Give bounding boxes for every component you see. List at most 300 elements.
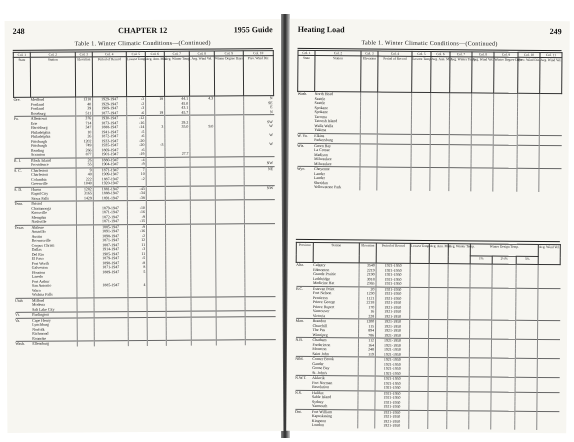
cell-period: 1909-1947 [93, 172, 127, 177]
running-title: Heating Load [297, 24, 345, 35]
cell-el [77, 341, 94, 346]
cell-empty [447, 424, 469, 429]
cell-c5: -19 [127, 152, 146, 157]
cell-c5: -6 [127, 134, 146, 139]
cell-station: Waco [31, 288, 41, 293]
cell-station: Pittsburgh [30, 139, 47, 144]
cell-station: Saint John [312, 351, 329, 356]
cell-period: 1921-1950 [375, 419, 409, 424]
cell-period: 1921-1950 [375, 391, 409, 396]
column-label: Period of Record [92, 57, 126, 97]
cell-station: Elkins [314, 133, 360, 138]
cell-period: 1921-1950 [376, 282, 410, 287]
page-number: 249 [549, 27, 562, 37]
cell-station: Yellowstone Park [313, 185, 342, 190]
cell-period: 1881-1947 [93, 186, 127, 191]
cell-station: Abilene [31, 224, 76, 229]
cell-el: 1318 [76, 97, 93, 102]
cell-station: Calgary [313, 262, 359, 267]
cell-period: 1921-1950 [375, 371, 409, 376]
cell-state: Utah [15, 298, 32, 303]
cell-c5: -14 [127, 125, 146, 130]
table-row [295, 423, 559, 430]
cell-station: Prince Rupert [312, 304, 335, 309]
cell-period: 1921-1950 [376, 314, 410, 319]
cell-station: Lynchburg [32, 322, 49, 327]
cell-station: The Pas [312, 327, 326, 333]
cell-station: Spokane [314, 110, 328, 115]
cell-el: 2218 [359, 300, 376, 305]
cell-el: 10 [76, 130, 93, 135]
cell-c7 [449, 186, 471, 191]
cell-el: 20 [359, 286, 376, 291]
column-label: Avg. Ann. Min. [145, 56, 164, 96]
cell-period: 1921-1950 [376, 301, 410, 306]
cell-empty [491, 425, 515, 430]
cell-station: Portland [30, 106, 44, 111]
cell-state: R. I. [14, 158, 31, 163]
column-label: Prev. Wind Dir. [518, 57, 540, 93]
cell-period: 1921-1950 [375, 376, 409, 381]
cell-station: Salt Lake City [32, 307, 55, 312]
running-title: 1955 Guide [233, 25, 273, 35]
cell-prov [295, 423, 312, 428]
column-number: Col. 6 [145, 51, 164, 56]
cell-period: 1905-1947 [94, 252, 128, 257]
cell-station: Milwaukee [314, 161, 332, 166]
cell-period: 1935-1947 [93, 143, 127, 148]
cell-station: Portland [30, 102, 44, 107]
cell-c5: -2 [127, 176, 146, 181]
cell-empty [428, 424, 447, 429]
cell-station: Gander [312, 361, 324, 366]
cell-period: 1921-1950 [376, 329, 410, 334]
cell-station: Fredericton [312, 342, 331, 347]
cell-el: 170 [359, 305, 376, 310]
column-number: Col. 1 [298, 50, 315, 55]
cell-c7: 44.1 [165, 96, 190, 101]
column-label: Avg. Ann. Min. [431, 57, 450, 93]
cell-c10: NW [244, 161, 274, 166]
cell-station: Yarmouth [311, 403, 328, 409]
cell-period: 1921-1950 [375, 343, 409, 348]
cell-period: 1921-1950 [375, 357, 409, 362]
cell-period: 1871-1947 [93, 210, 127, 215]
cell-station: Fort Norman [312, 380, 333, 385]
cell-el [360, 185, 377, 190]
cell-station: Modena [32, 302, 45, 307]
column-number: Col. 5 [126, 51, 145, 56]
cell-period: 1933-1947 [93, 139, 127, 144]
design-temp-subheader: 1% [470, 256, 492, 264]
cell-station: Burlington [32, 312, 77, 318]
column-number: Col. 8 [189, 51, 214, 56]
cell-period: 1885-1947 [94, 283, 128, 288]
cell-station: Walla Walla [314, 123, 334, 128]
cell-station: Laredo [31, 274, 43, 279]
cell-station: Block Island [31, 157, 76, 162]
cell-el: 39 [76, 106, 93, 111]
cell-station: Tatoosh Island [314, 119, 338, 124]
cell-station: Goose Bay [312, 365, 330, 371]
cell-el: 40 [76, 172, 93, 177]
column-number: Col. 9 [214, 51, 243, 56]
cell-el: 16 [359, 309, 376, 314]
cell-station: Greenville [31, 181, 48, 186]
cell-c5: 7 [127, 167, 146, 172]
column-label: Station [315, 56, 361, 92]
cell-period [377, 186, 411, 191]
cell-c5: 4 [128, 283, 147, 288]
cell-state: Wash. [298, 91, 315, 96]
cell-c6: -3 [146, 143, 165, 148]
cell-station: Fort Nelson [312, 290, 332, 296]
cell-c5: -8 [128, 260, 147, 265]
cell-el: 894 [359, 328, 376, 333]
cell-station: Penticton [312, 295, 328, 300]
cell-station: North Head [315, 92, 361, 97]
design-temp-header: Winter Design Temp. [470, 244, 538, 257]
cell-el: 2219 [359, 268, 376, 273]
left-page [5, 19, 284, 433]
cell-period: 1921-1950 [375, 405, 409, 410]
cell-state: S. D. [14, 187, 31, 192]
cell-period: 1909-1947 [93, 106, 127, 111]
cell-c8 [471, 186, 493, 191]
cell-station: Victoria [312, 313, 326, 318]
column-number: Col. 10 [518, 52, 540, 57]
cell-station: Aklavik [312, 375, 358, 380]
cell-period [94, 341, 128, 346]
cell-el: 119 [358, 352, 375, 357]
cell-period: 1891-1947 [93, 196, 127, 201]
cell-c5: 8 [128, 265, 147, 270]
cell-period: 1888-1947 [93, 125, 127, 130]
cell-c10: NW [244, 185, 274, 190]
cell-c5: -4 [127, 157, 146, 162]
cell-period: 1921-1950 [375, 362, 409, 367]
cell-c5: -9 [127, 162, 146, 167]
cell-period: 1904-1947 [93, 162, 127, 167]
cell-period: 1921-1950 [376, 263, 410, 268]
column-number: Col. 7 [450, 52, 472, 57]
column-label: Avg. Wind Vel. [472, 57, 494, 93]
cell-station: Charleston [31, 167, 76, 172]
cell-el: 228 [359, 314, 376, 319]
cell-el: 714 [76, 121, 93, 126]
cell-period: 1921-1950 [375, 424, 409, 429]
cell-period: 1898-1947 [94, 234, 128, 239]
cell-c5: 11 [128, 251, 147, 256]
cell-station: Milwaukee [314, 157, 332, 162]
cell-c7 [166, 340, 191, 345]
column-number: Col. 3 [75, 52, 92, 57]
cell-c8: 9.0 [190, 125, 215, 130]
cell-c5: -16 [128, 229, 147, 234]
cell-el: 749 [76, 143, 93, 148]
cell-el: 511 [76, 111, 93, 116]
cell-station: Port Arthur [31, 279, 50, 284]
cell-station: Lethbridge [313, 276, 331, 281]
cell-c6: 18 [146, 96, 165, 101]
cell-c5: -6 [127, 147, 146, 152]
cell-station: Kapuskasing [311, 413, 332, 419]
cell-period: 1920-1947 [93, 181, 127, 186]
cell-el: 266 [76, 148, 93, 153]
cell-c9 [493, 187, 517, 192]
cell-empty [539, 187, 561, 192]
cell-station: Sioux Falls [31, 196, 49, 201]
column-number: Col. 8 [472, 52, 494, 57]
cell-station: Lander [313, 171, 326, 176]
cell-station: Erie [30, 121, 38, 126]
cell-c5: 10 [127, 172, 146, 177]
cell-c5: 5 [128, 269, 147, 274]
cell-station: Bristol [31, 201, 76, 206]
cell-c5: -3 [128, 247, 147, 252]
cell-station: Kingston [311, 418, 327, 423]
cell-c5: -20 [127, 138, 146, 143]
cell-station: Dallas [31, 247, 42, 252]
column-label: Prev. Wind Dir. [243, 56, 273, 96]
table-title: Table 1. Winter Climatic Conditions—(Continued) [74, 40, 211, 48]
cell-empty [515, 425, 537, 430]
cell-c5: -15 [127, 219, 146, 224]
cell-c7: 43.1 [165, 106, 190, 111]
cell-c5 [128, 340, 147, 345]
column-label: Station [30, 57, 75, 97]
cell-el: 1230 [359, 291, 376, 296]
cell-period: 1921-1950 [376, 333, 410, 338]
cell-period: 1880-1947 [93, 157, 127, 162]
cell-station: Cheyenne [314, 167, 360, 172]
cell-station: Seattle [314, 101, 326, 106]
cell-station: Brandon [313, 318, 359, 323]
cell-c5: -2 [127, 101, 146, 106]
cell-station: Sydney [311, 399, 324, 404]
cell-el: 26 [76, 134, 93, 139]
cell-station: Wichita Falls [31, 292, 53, 297]
cell-el: 40 [76, 102, 93, 107]
lowest-temp-header: Lowest Temp. [410, 243, 429, 263]
cell-station: Seattle [314, 96, 326, 101]
cell-state: Ore. [14, 97, 31, 102]
cell-station: Norfolk [32, 327, 45, 332]
cell-c5: -16 [127, 120, 146, 125]
cell-c7: 45.7 [165, 110, 190, 115]
cell-station: Brownsville [31, 238, 51, 243]
cell-station: Roanoke [32, 336, 47, 341]
cell-period: 1877-1947 [93, 111, 127, 116]
cell-el: 877 [76, 152, 93, 157]
cell-period: 1921-1950 [376, 268, 410, 273]
column-number: Col. 9 [494, 52, 518, 57]
design-temp-subheader: 5% [516, 256, 538, 264]
station-header: Station [313, 243, 359, 263]
cell-period: 1921-1950 [375, 381, 409, 386]
cell-el: 26 [76, 157, 93, 162]
column-number: Col. 7 [164, 51, 189, 56]
column-label: Avg. Wind Vel. [189, 56, 214, 96]
cell-c10: N [244, 110, 274, 115]
wind-vel-header: Avg. Wind Vel. [538, 244, 560, 264]
cell-el: 3018 [359, 277, 376, 282]
avg-min-header: Avg. Ann. Min. [429, 244, 448, 264]
cell-station: Chattanooga [31, 206, 52, 211]
cell-period: 1921-1950 [375, 415, 409, 420]
cell-station: Green Bay [314, 143, 360, 148]
cell-station: St. John's [312, 370, 327, 375]
cell-station: Providence [31, 162, 49, 167]
cell-period: 1879-1947 [94, 256, 128, 261]
cell-state: Vt. [15, 312, 32, 318]
cell-period: 1871-1947 [93, 167, 127, 172]
cell-station: Pittsburgh [30, 143, 47, 148]
column-label-row [298, 55, 562, 93]
column-label: Elevation [75, 57, 92, 97]
cell-c6: 19 [146, 110, 165, 115]
cell-c5: -2 [128, 233, 147, 238]
cell-station: Roseburg [30, 111, 46, 116]
cell-c10 [245, 340, 275, 345]
cell-station: Allentown [31, 116, 76, 121]
cell-period: 1921-1950 [375, 396, 409, 401]
cell-station: Churchill [312, 323, 328, 328]
cell-el: 222 [76, 177, 93, 182]
cell-station: Corpus Christi [31, 243, 55, 248]
column-number: Col. 11 [540, 52, 562, 57]
cell-station: Harrisburg [30, 125, 48, 130]
cell-c5: -9 [127, 224, 146, 229]
cell-period: 1929-1947 [93, 97, 127, 102]
cell-el: 2190 [359, 272, 376, 277]
column-number: Col. 5 [412, 51, 431, 56]
chapter-title: CHAPTER 12 [118, 25, 168, 36]
cell-station: Corner Brook [312, 356, 358, 361]
cell-el: 1040 [76, 181, 93, 186]
cell-period: 1891-1947 [94, 229, 128, 234]
cell-station: Edmonton [313, 267, 330, 272]
cell-prov: N.W.T. [295, 375, 312, 380]
cell-el: 9 [76, 167, 93, 172]
cell-station: Reading [30, 148, 44, 153]
cell-period: 1888-1947 [93, 191, 127, 196]
cell-c5: -3 [127, 106, 146, 111]
cell-period: 1879-1947 [93, 206, 127, 211]
cell-station: Grande Prairie [313, 271, 336, 277]
cell-station: Winnipeg [312, 332, 328, 337]
cell-el: 376 [76, 116, 93, 121]
cell-station: Prince George [312, 299, 336, 305]
cell-el: 164 [358, 343, 375, 348]
cell-c10: W [244, 133, 274, 138]
climate-table-right [296, 50, 562, 192]
period-header: Period of Record [376, 243, 410, 263]
cell-c6 [147, 340, 166, 345]
cell-c8 [191, 340, 216, 345]
cell-station: Del Rio [31, 252, 44, 257]
cell-period: 1871-1947 [94, 265, 128, 270]
column-label: Avg. Winter Temp. [450, 57, 472, 93]
column-number: Col. 2 [30, 52, 75, 57]
column-label: State [13, 57, 30, 97]
column-number: Col. 3 [361, 51, 378, 56]
cell-station: Huron [31, 186, 76, 191]
column-number: Col. 6 [431, 52, 450, 57]
cell-period: 1921-1950 [375, 410, 409, 415]
cell-station: San Antonio [31, 283, 52, 288]
cell-station: Estevan Point [313, 286, 359, 291]
cell-c5: -34 [127, 191, 146, 196]
climate-table-left [13, 50, 276, 346]
cell-period: 1921-1950 [375, 338, 409, 343]
cell-period: 1873-1947 [93, 121, 127, 126]
cell-station: Chatham [312, 337, 358, 342]
cell-station: El Paso [31, 256, 44, 261]
cell-c7: 45.0 [165, 101, 190, 106]
column-label: Lowest Temp. [412, 56, 431, 92]
cell-el: 1202 [76, 139, 93, 144]
cell-prov: Ont. [295, 409, 312, 414]
cell-station: Charleston [31, 172, 49, 177]
cell-period: 1921-1950 [376, 277, 410, 282]
cell-el: 112 [358, 338, 375, 343]
cell-period: 1921-1950 [375, 352, 409, 357]
cell-station: Rapid City [31, 191, 49, 196]
cell-period: 1871-1947 [93, 219, 127, 224]
table-title: Table 1. Winter Climatic Conditions—(Continued) [361, 40, 498, 48]
column-number: Col. 4 [92, 52, 126, 57]
cell-c5: -3 [127, 96, 146, 101]
avg-winter-header: Avg. Winter Temp. [448, 244, 470, 264]
page-number: 248 [12, 26, 25, 36]
cell-c5: 11 [128, 242, 147, 247]
cell-state: Wash. [15, 341, 32, 346]
column-label: Winter Degree Days [214, 56, 243, 96]
province-header: Province [296, 242, 313, 262]
cell-period: 1921-1950 [376, 310, 410, 315]
column-label: Avg. Winter Temp. [164, 56, 189, 96]
table-row [297, 185, 561, 192]
column-label: State [298, 55, 315, 91]
column-label: Elevation [361, 56, 378, 92]
cell-station: Resolution [312, 384, 329, 390]
cell-empty [409, 424, 428, 429]
cell-period: 1921-1950 [375, 386, 409, 391]
cell-station: Philadelphia [30, 130, 51, 135]
cell-c6: 3 [146, 125, 165, 130]
cell-prov: Alta. [296, 262, 313, 267]
cell-station: Cape Henry [32, 317, 77, 322]
cell-period: 1921-1950 [376, 305, 410, 310]
cell-period: 1885-1947 [93, 224, 127, 229]
cell-period: 1872-1947 [93, 134, 127, 139]
cell-c5: -5 [127, 129, 146, 134]
cell-station: Sable Island [311, 394, 332, 400]
column-label: Avg. Wind Vel. [540, 57, 562, 93]
cell-station: Moncton [312, 346, 327, 352]
cell-station: Halifax [312, 390, 358, 395]
cell-c5: 12 [128, 238, 147, 243]
column-label: Winter Degree Days [494, 57, 518, 93]
cell-period: 1889-1947 [94, 270, 128, 275]
cell-station: Columbia [31, 177, 47, 182]
cell-c6 [430, 186, 449, 191]
cell-station: Nashville [31, 219, 47, 224]
cell-el: 248 [358, 347, 375, 352]
cell-station: Ellensburg [32, 341, 77, 346]
cell-el: 1200 [359, 319, 376, 324]
